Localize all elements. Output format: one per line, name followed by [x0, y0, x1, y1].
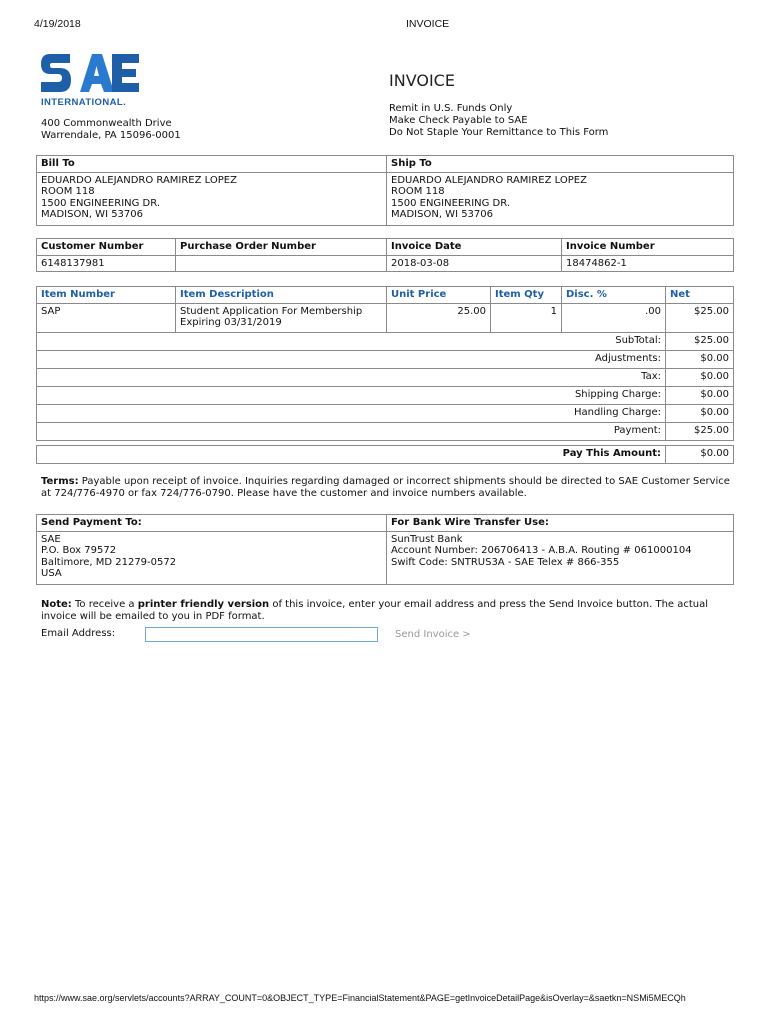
- pay-amount-table: [36, 445, 734, 464]
- handling-row: [37, 404, 734, 422]
- ship-to-line: ROOM 118: [391, 186, 445, 197]
- bank-wire-details: [387, 531, 734, 584]
- note-body: To receive a: [71, 599, 138, 610]
- shipping-value: $0.00: [666, 386, 734, 404]
- bill-to-line: EDUARDO ALEJANDRO RAMIREZ LOPEZ: [41, 174, 237, 186]
- payment-info-table: [36, 514, 734, 585]
- send-payment-address: [37, 531, 387, 584]
- bank-wire-line: SunTrust Bank: [391, 533, 463, 545]
- invoice-number-header: Invoice Number: [562, 239, 734, 256]
- logo-text: INTERNATIONAL.: [41, 97, 127, 108]
- send-payment-line: Baltimore, MD 21279-0572: [41, 556, 177, 568]
- address-table: [36, 155, 734, 226]
- note-body: of this invoice, enter your email address and press the Send Invoice button. The actual invoice will be emailed to you in PDF format.: [41, 599, 709, 622]
- payment-row: [37, 422, 734, 440]
- remit-instructions: [389, 103, 608, 139]
- payment-label: Payment:: [37, 422, 666, 440]
- tax-value: $0.00: [666, 368, 734, 386]
- bill-to-address: [37, 172, 387, 225]
- adjustments-value: $0.00: [666, 350, 734, 368]
- send-payment-line: USA: [41, 568, 62, 579]
- bank-wire-header: For Bank Wire Transfer Use:: [387, 515, 734, 532]
- email-address-input[interactable]: [145, 627, 378, 642]
- note-emphasis: printer friendly version: [137, 599, 270, 610]
- remit-line: Make Check Payable to SAE: [389, 115, 528, 126]
- remit-line: Remit in U.S. Funds Only: [389, 103, 513, 114]
- customer-number: 6148137981: [37, 255, 176, 272]
- subtotal-label: SubTotal:: [37, 332, 666, 350]
- item-disc: .00: [562, 303, 666, 332]
- handling-value: $0.00: [666, 404, 734, 422]
- net-header: Net: [666, 287, 734, 304]
- invoice-date-header: Invoice Date: [387, 239, 562, 256]
- adjustments-row: [37, 350, 734, 368]
- bill-to-header: Bill To: [37, 156, 387, 173]
- po-number-header: Purchase Order Number: [176, 239, 387, 256]
- ship-to-header: Ship To: [387, 156, 734, 173]
- send-payment-line: P.O. Box 79572: [41, 545, 117, 556]
- bill-to-line: MADISON, WI 53706: [41, 209, 144, 220]
- subtotal-value: $25.00: [666, 332, 734, 350]
- company-address-line: Warrendale, PA 15096-0001: [41, 130, 181, 141]
- print-header: [34, 18, 734, 32]
- terms-body: Payable upon receipt of invoice. Inquiries regarding damaged or incorrect shipments should be directed to SAE Customer Service at 724/776-4970 or fax 724/776-0790. Please have the customer and invoice numbers available.: [41, 476, 730, 499]
- print-date: 4/19/2018: [34, 18, 81, 30]
- send-payment-header: Send Payment To:: [37, 515, 387, 532]
- po-number: [176, 255, 387, 272]
- footer-url: https://www.sae.org/servlets/accounts?ARRAY_COUNT=0&OBJECT_TYPE=FinancialStatement&PAGE=getInvoiceDetailPage&isOverlay=&saetkn=NSMi5MECQh: [34, 993, 686, 1003]
- ship-to-line: MADISON, WI 53706: [391, 209, 494, 220]
- subtotal-row: [37, 332, 734, 350]
- payment-value: $25.00: [666, 422, 734, 440]
- invoice-title: INVOICE: [389, 71, 455, 90]
- item-qty: 1: [491, 303, 562, 332]
- item-description-header: Item Description: [176, 287, 387, 304]
- tax-row: [37, 368, 734, 386]
- item-number-header: Item Number: [37, 287, 176, 304]
- send-payment-line: SAE: [41, 533, 61, 545]
- shipping-label: Shipping Charge:: [37, 386, 666, 404]
- send-invoice-button[interactable]: Send Invoice >: [395, 629, 471, 640]
- remit-line: Do Not Staple Your Remittance to This Form: [389, 127, 609, 138]
- ship-to-line: 1500 ENGINEERING DR.: [391, 197, 511, 209]
- note-text: [41, 599, 731, 623]
- customer-number-header: Customer Number: [37, 239, 176, 256]
- note-label: Note:: [41, 599, 72, 610]
- item-description-line: Expiring 03/31/2019: [180, 317, 282, 328]
- disc-header: Disc. %: [562, 287, 666, 304]
- pay-this-amount-value: $0.00: [666, 446, 734, 464]
- bank-wire-line: Swift Code: SNTRUS3A - SAE Telex # 866-355: [391, 556, 620, 568]
- email-address-label: Email Address:: [41, 628, 116, 639]
- adjustments-label: Adjustments:: [37, 350, 666, 368]
- ship-to-address: [387, 172, 734, 225]
- item-description: [176, 303, 387, 332]
- bank-wire-line: Account Number: 206706413 - A.B.A. Routing # 061000104: [391, 545, 692, 556]
- company-address: [41, 118, 181, 142]
- terms-text: [41, 476, 731, 500]
- tax-label: Tax:: [37, 368, 666, 386]
- table-row: [37, 303, 734, 332]
- unit-price: 25.00: [387, 303, 491, 332]
- item-number: SAP: [37, 303, 176, 332]
- items-table: [36, 286, 734, 441]
- handling-label: Handling Charge:: [37, 404, 666, 422]
- customer-table: [36, 238, 734, 272]
- bill-to-line: ROOM 118: [41, 186, 95, 197]
- bill-to-line: 1500 ENGINEERING DR.: [41, 197, 161, 209]
- terms-label: Terms:: [41, 476, 79, 487]
- invoice-number: 18474862-1: [562, 255, 734, 272]
- invoice-date: 2018-03-08: [387, 255, 562, 272]
- unit-price-header: Unit Price: [387, 287, 491, 304]
- shipping-row: [37, 386, 734, 404]
- print-title: INVOICE: [406, 18, 450, 30]
- company-address-line: 400 Commonwealth Drive: [41, 118, 172, 129]
- item-qty-header: Item Qty: [491, 287, 562, 304]
- item-net: $25.00: [666, 303, 734, 332]
- pay-this-amount-label: Pay This Amount:: [37, 446, 666, 464]
- ship-to-line: EDUARDO ALEJANDRO RAMIREZ LOPEZ: [391, 174, 587, 186]
- item-description-line: Student Application For Membership: [180, 305, 363, 317]
